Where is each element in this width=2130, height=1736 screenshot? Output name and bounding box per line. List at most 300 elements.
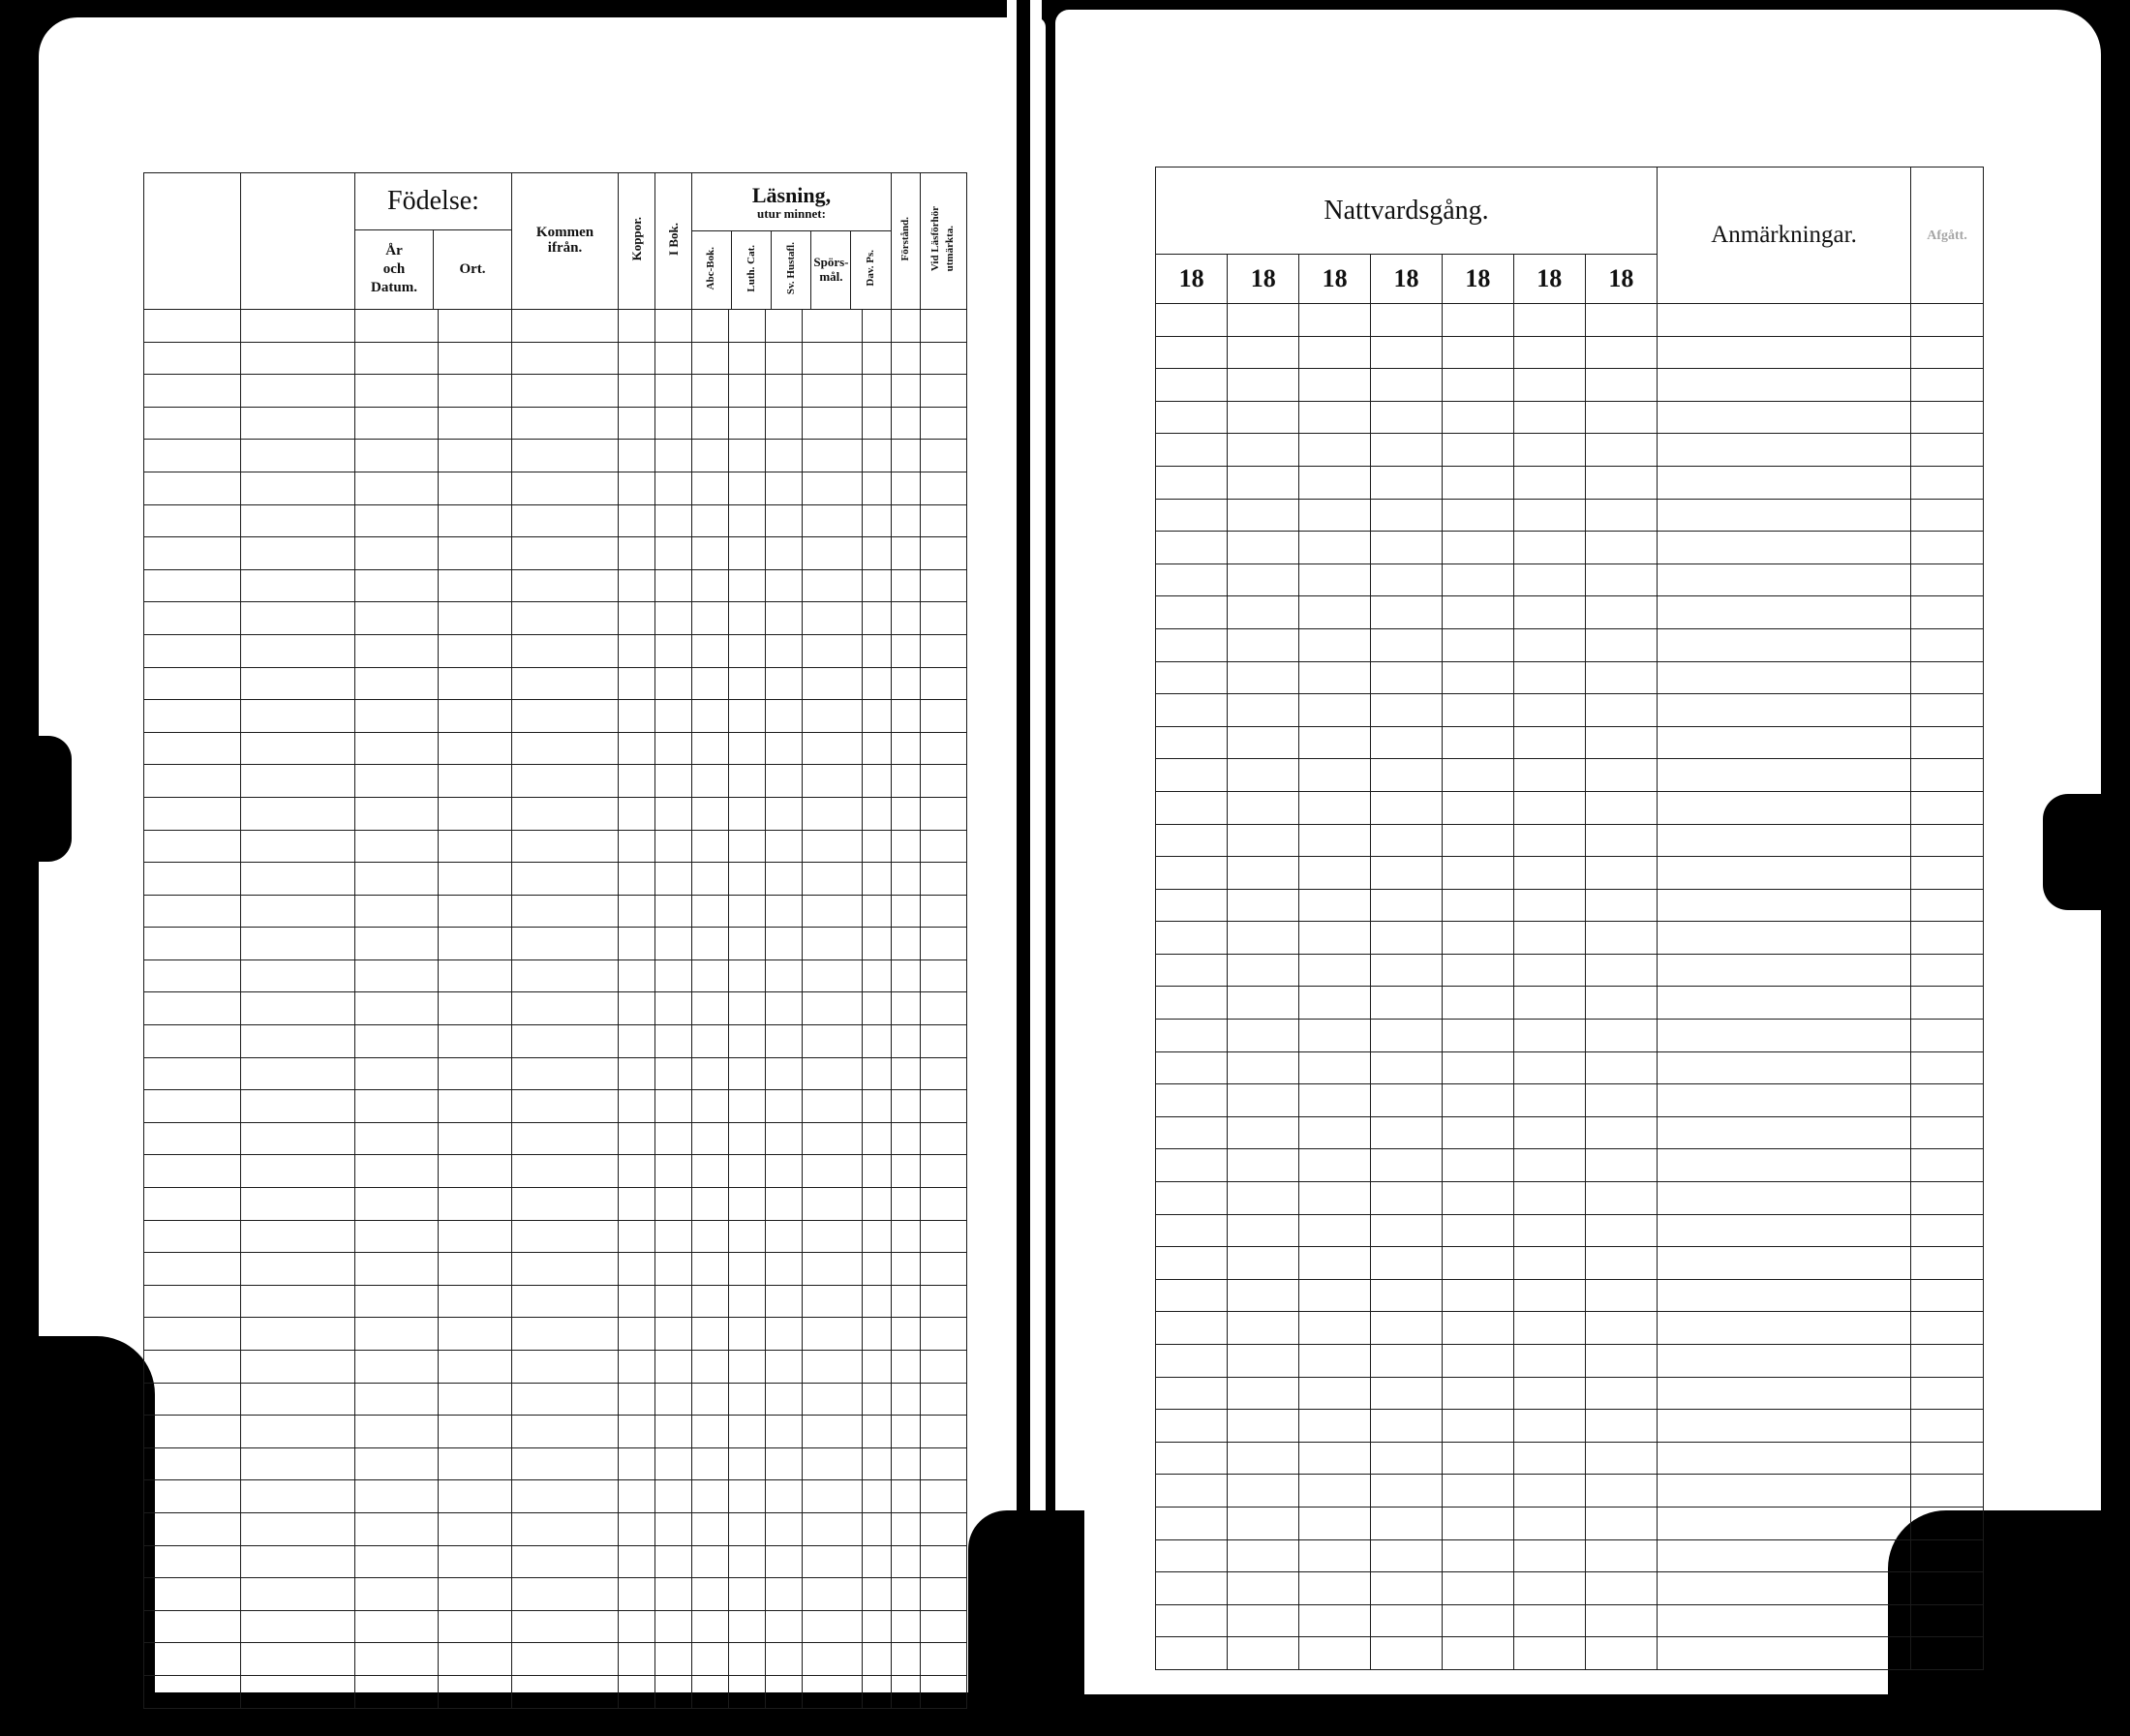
cell[interactable] xyxy=(1228,922,1299,955)
cell[interactable] xyxy=(1371,1312,1443,1345)
cell[interactable] xyxy=(355,537,439,570)
cell[interactable] xyxy=(512,992,619,1025)
cell[interactable] xyxy=(1299,1116,1371,1149)
cell[interactable] xyxy=(729,1383,766,1416)
cell[interactable] xyxy=(1658,824,1911,857)
cell[interactable] xyxy=(891,1447,920,1480)
cell[interactable] xyxy=(1658,596,1911,629)
cell[interactable] xyxy=(619,407,655,440)
cell[interactable] xyxy=(439,1578,512,1611)
cell[interactable] xyxy=(891,1253,920,1286)
cell[interactable] xyxy=(1911,661,1984,694)
cell[interactable] xyxy=(512,537,619,570)
cell[interactable] xyxy=(1586,563,1658,596)
cell[interactable] xyxy=(803,1675,863,1708)
cell[interactable] xyxy=(241,1416,355,1448)
cell[interactable] xyxy=(1156,1604,1228,1637)
cell[interactable] xyxy=(1228,466,1299,499)
cell[interactable] xyxy=(1156,1475,1228,1508)
cell[interactable] xyxy=(920,504,966,537)
cell[interactable] xyxy=(355,732,439,765)
cell[interactable] xyxy=(1514,857,1586,890)
cell[interactable] xyxy=(863,992,892,1025)
cell[interactable] xyxy=(1299,466,1371,499)
cell[interactable] xyxy=(512,895,619,928)
cell[interactable] xyxy=(144,1253,241,1286)
cell[interactable] xyxy=(619,1188,655,1221)
cell[interactable] xyxy=(1371,1604,1443,1637)
cell[interactable] xyxy=(1514,1182,1586,1215)
cell[interactable] xyxy=(863,602,892,635)
cell[interactable] xyxy=(1443,1214,1514,1247)
cell[interactable] xyxy=(1514,1020,1586,1052)
cell[interactable] xyxy=(439,1090,512,1123)
cell[interactable] xyxy=(891,1480,920,1513)
cell[interactable] xyxy=(766,1057,803,1090)
cell[interactable] xyxy=(1443,401,1514,434)
cell[interactable] xyxy=(729,1057,766,1090)
cell[interactable] xyxy=(891,1643,920,1676)
cell[interactable] xyxy=(729,1155,766,1188)
cell[interactable] xyxy=(1228,1475,1299,1508)
cell[interactable] xyxy=(439,863,512,896)
cell[interactable] xyxy=(1514,824,1586,857)
cell[interactable] xyxy=(1228,304,1299,337)
cell[interactable] xyxy=(655,797,692,830)
cell[interactable] xyxy=(619,1675,655,1708)
cell[interactable] xyxy=(619,1090,655,1123)
cell[interactable] xyxy=(766,1383,803,1416)
cell[interactable] xyxy=(863,634,892,667)
cell[interactable] xyxy=(144,472,241,504)
cell[interactable] xyxy=(241,1057,355,1090)
cell[interactable] xyxy=(692,928,729,960)
cell[interactable] xyxy=(692,895,729,928)
cell[interactable] xyxy=(512,1480,619,1513)
cell[interactable] xyxy=(729,700,766,733)
cell[interactable] xyxy=(655,732,692,765)
cell[interactable] xyxy=(1443,466,1514,499)
cell[interactable] xyxy=(241,1643,355,1676)
cell[interactable] xyxy=(920,1122,966,1155)
cell[interactable] xyxy=(655,1188,692,1221)
cell[interactable] xyxy=(241,569,355,602)
cell[interactable] xyxy=(729,1545,766,1578)
cell[interactable] xyxy=(920,1188,966,1221)
cell[interactable] xyxy=(655,830,692,863)
cell[interactable] xyxy=(1156,563,1228,596)
cell[interactable] xyxy=(1443,726,1514,759)
cell[interactable] xyxy=(1443,954,1514,987)
cell[interactable] xyxy=(619,1578,655,1611)
cell[interactable] xyxy=(241,1383,355,1416)
cell[interactable] xyxy=(1911,726,1984,759)
cell[interactable] xyxy=(1156,1279,1228,1312)
cell[interactable] xyxy=(1156,694,1228,727)
cell[interactable] xyxy=(1911,596,1984,629)
cell[interactable] xyxy=(1228,1051,1299,1084)
cell[interactable] xyxy=(512,830,619,863)
cell[interactable] xyxy=(1299,1247,1371,1280)
cell[interactable] xyxy=(766,667,803,700)
cell[interactable] xyxy=(355,1122,439,1155)
cell[interactable] xyxy=(729,797,766,830)
cell[interactable] xyxy=(439,732,512,765)
cell[interactable] xyxy=(1371,987,1443,1020)
cell[interactable] xyxy=(1514,499,1586,532)
cell[interactable] xyxy=(863,1545,892,1578)
cell[interactable] xyxy=(729,732,766,765)
cell[interactable] xyxy=(863,1643,892,1676)
cell[interactable] xyxy=(692,959,729,992)
cell[interactable] xyxy=(1514,889,1586,922)
cell[interactable] xyxy=(655,928,692,960)
cell[interactable] xyxy=(920,1090,966,1123)
cell[interactable] xyxy=(355,504,439,537)
cell[interactable] xyxy=(891,1025,920,1058)
cell[interactable] xyxy=(144,700,241,733)
cell[interactable] xyxy=(1658,1214,1911,1247)
cell[interactable] xyxy=(1443,1377,1514,1410)
cell[interactable] xyxy=(863,1512,892,1545)
cell[interactable] xyxy=(863,1188,892,1221)
cell[interactable] xyxy=(1911,1149,1984,1182)
cell[interactable] xyxy=(692,863,729,896)
cell[interactable] xyxy=(1299,1442,1371,1475)
cell[interactable] xyxy=(1514,628,1586,661)
cell[interactable] xyxy=(863,1025,892,1058)
cell[interactable] xyxy=(1228,1312,1299,1345)
cell[interactable] xyxy=(355,1610,439,1643)
cell[interactable] xyxy=(1911,304,1984,337)
cell[interactable] xyxy=(1443,434,1514,467)
cell[interactable] xyxy=(920,1610,966,1643)
cell[interactable] xyxy=(692,1578,729,1611)
cell[interactable] xyxy=(766,504,803,537)
cell[interactable] xyxy=(1299,1475,1371,1508)
cell[interactable] xyxy=(766,1416,803,1448)
cell[interactable] xyxy=(619,472,655,504)
cell[interactable] xyxy=(1228,499,1299,532)
cell[interactable] xyxy=(144,1025,241,1058)
cell[interactable] xyxy=(692,1057,729,1090)
cell[interactable] xyxy=(355,959,439,992)
cell[interactable] xyxy=(1156,369,1228,402)
cell[interactable] xyxy=(241,1675,355,1708)
cell[interactable] xyxy=(241,797,355,830)
cell[interactable] xyxy=(803,1545,863,1578)
cell[interactable] xyxy=(439,634,512,667)
cell[interactable] xyxy=(863,732,892,765)
cell[interactable] xyxy=(1911,1116,1984,1149)
cell[interactable] xyxy=(1514,1051,1586,1084)
cell[interactable] xyxy=(241,765,355,798)
cell[interactable] xyxy=(1586,1637,1658,1670)
cell[interactable] xyxy=(1371,1345,1443,1378)
cell[interactable] xyxy=(1514,563,1586,596)
cell[interactable] xyxy=(766,407,803,440)
cell[interactable] xyxy=(1228,1020,1299,1052)
cell[interactable] xyxy=(766,732,803,765)
cell[interactable] xyxy=(1156,1116,1228,1149)
cell[interactable] xyxy=(355,1220,439,1253)
cell[interactable] xyxy=(729,1188,766,1221)
cell[interactable] xyxy=(1514,1572,1586,1605)
cell[interactable] xyxy=(1156,1637,1228,1670)
cell[interactable] xyxy=(920,310,966,343)
cell[interactable] xyxy=(1299,889,1371,922)
cell[interactable] xyxy=(920,863,966,896)
cell[interactable] xyxy=(729,992,766,1025)
cell[interactable] xyxy=(655,1447,692,1480)
cell[interactable] xyxy=(144,830,241,863)
cell[interactable] xyxy=(863,1285,892,1318)
cell[interactable] xyxy=(1443,596,1514,629)
cell[interactable] xyxy=(144,1643,241,1676)
cell[interactable] xyxy=(1443,791,1514,824)
cell[interactable] xyxy=(766,537,803,570)
cell[interactable] xyxy=(1586,1345,1658,1378)
cell[interactable] xyxy=(619,1447,655,1480)
cell[interactable] xyxy=(1586,791,1658,824)
cell[interactable] xyxy=(1299,1182,1371,1215)
cell[interactable] xyxy=(803,440,863,472)
cell[interactable] xyxy=(920,375,966,408)
cell[interactable] xyxy=(1443,1507,1514,1539)
cell[interactable] xyxy=(803,1351,863,1384)
cell[interactable] xyxy=(1371,954,1443,987)
cell[interactable] xyxy=(692,797,729,830)
cell[interactable] xyxy=(1371,304,1443,337)
cell[interactable] xyxy=(920,1025,966,1058)
cell[interactable] xyxy=(1911,1084,1984,1117)
cell[interactable] xyxy=(1156,336,1228,369)
cell[interactable] xyxy=(891,310,920,343)
cell[interactable] xyxy=(803,634,863,667)
cell[interactable] xyxy=(619,1610,655,1643)
cell[interactable] xyxy=(355,472,439,504)
cell[interactable] xyxy=(1371,1475,1443,1508)
cell[interactable] xyxy=(1299,1214,1371,1247)
cell[interactable] xyxy=(1228,1539,1299,1572)
cell[interactable] xyxy=(803,1447,863,1480)
cell[interactable] xyxy=(920,1383,966,1416)
cell[interactable] xyxy=(1299,791,1371,824)
cell[interactable] xyxy=(619,440,655,472)
cell[interactable] xyxy=(1911,1572,1984,1605)
cell[interactable] xyxy=(512,1610,619,1643)
cell[interactable] xyxy=(619,1057,655,1090)
cell[interactable] xyxy=(803,1383,863,1416)
cell[interactable] xyxy=(1156,1442,1228,1475)
cell[interactable] xyxy=(1156,499,1228,532)
cell[interactable] xyxy=(1156,954,1228,987)
cell[interactable] xyxy=(1586,1149,1658,1182)
cell[interactable] xyxy=(512,440,619,472)
cell[interactable] xyxy=(692,472,729,504)
cell[interactable] xyxy=(241,863,355,896)
cell[interactable] xyxy=(655,667,692,700)
cell[interactable] xyxy=(619,1545,655,1578)
cell[interactable] xyxy=(692,1188,729,1221)
cell[interactable] xyxy=(920,700,966,733)
cell[interactable] xyxy=(1371,499,1443,532)
cell[interactable] xyxy=(920,765,966,798)
cell[interactable] xyxy=(512,602,619,635)
cell[interactable] xyxy=(1586,1247,1658,1280)
cell[interactable] xyxy=(1228,1214,1299,1247)
cell[interactable] xyxy=(439,1188,512,1221)
cell[interactable] xyxy=(692,667,729,700)
cell[interactable] xyxy=(355,1057,439,1090)
cell[interactable] xyxy=(439,1545,512,1578)
cell[interactable] xyxy=(619,602,655,635)
cell[interactable] xyxy=(512,342,619,375)
cell[interactable] xyxy=(144,928,241,960)
cell[interactable] xyxy=(1228,1182,1299,1215)
cell[interactable] xyxy=(891,863,920,896)
cell[interactable] xyxy=(1658,1149,1911,1182)
cell[interactable] xyxy=(655,1025,692,1058)
cell[interactable] xyxy=(1658,1182,1911,1215)
cell[interactable] xyxy=(655,440,692,472)
cell[interactable] xyxy=(1299,1020,1371,1052)
cell[interactable] xyxy=(803,765,863,798)
cell[interactable] xyxy=(144,504,241,537)
cell[interactable] xyxy=(1371,1572,1443,1605)
cell[interactable] xyxy=(803,1122,863,1155)
cell[interactable] xyxy=(1911,1020,1984,1052)
cell[interactable] xyxy=(655,1351,692,1384)
cell[interactable] xyxy=(355,863,439,896)
cell[interactable] xyxy=(920,1447,966,1480)
cell[interactable] xyxy=(729,895,766,928)
cell[interactable] xyxy=(1658,1312,1911,1345)
cell[interactable] xyxy=(891,569,920,602)
cell[interactable] xyxy=(512,1512,619,1545)
cell[interactable] xyxy=(766,472,803,504)
cell[interactable] xyxy=(1586,889,1658,922)
cell[interactable] xyxy=(144,1416,241,1448)
cell[interactable] xyxy=(1514,1247,1586,1280)
cell[interactable] xyxy=(1658,922,1911,955)
cell[interactable] xyxy=(692,1318,729,1351)
cell[interactable] xyxy=(241,375,355,408)
cell[interactable] xyxy=(863,1253,892,1286)
cell[interactable] xyxy=(144,732,241,765)
cell[interactable] xyxy=(803,830,863,863)
cell[interactable] xyxy=(1299,824,1371,857)
cell[interactable] xyxy=(439,1480,512,1513)
cell[interactable] xyxy=(1228,532,1299,564)
cell[interactable] xyxy=(1586,1182,1658,1215)
cell[interactable] xyxy=(512,1416,619,1448)
cell[interactable] xyxy=(920,992,966,1025)
cell[interactable] xyxy=(1371,369,1443,402)
cell[interactable] xyxy=(1371,1279,1443,1312)
cell[interactable] xyxy=(1911,824,1984,857)
cell[interactable] xyxy=(1586,759,1658,792)
cell[interactable] xyxy=(144,1447,241,1480)
cell[interactable] xyxy=(920,1480,966,1513)
cell[interactable] xyxy=(1586,532,1658,564)
cell[interactable] xyxy=(1443,1572,1514,1605)
cell[interactable] xyxy=(1299,759,1371,792)
cell[interactable] xyxy=(692,765,729,798)
cell[interactable] xyxy=(1443,1475,1514,1508)
cell[interactable] xyxy=(512,700,619,733)
cell[interactable] xyxy=(1299,1637,1371,1670)
cell[interactable] xyxy=(1443,857,1514,890)
cell[interactable] xyxy=(1514,401,1586,434)
cell[interactable] xyxy=(1586,661,1658,694)
cell[interactable] xyxy=(512,667,619,700)
cell[interactable] xyxy=(1228,661,1299,694)
cell[interactable] xyxy=(729,928,766,960)
cell[interactable] xyxy=(692,1253,729,1286)
cell[interactable] xyxy=(144,1675,241,1708)
cell[interactable] xyxy=(1514,1149,1586,1182)
cell[interactable] xyxy=(803,732,863,765)
cell[interactable] xyxy=(1443,1149,1514,1182)
cell[interactable] xyxy=(619,1512,655,1545)
cell[interactable] xyxy=(1911,987,1984,1020)
cell[interactable] xyxy=(355,895,439,928)
cell[interactable] xyxy=(891,928,920,960)
cell[interactable] xyxy=(1586,466,1658,499)
cell[interactable] xyxy=(891,1155,920,1188)
cell[interactable] xyxy=(1586,922,1658,955)
cell[interactable] xyxy=(1514,694,1586,727)
cell[interactable] xyxy=(863,797,892,830)
cell[interactable] xyxy=(920,797,966,830)
cell[interactable] xyxy=(241,895,355,928)
cell[interactable] xyxy=(655,1090,692,1123)
cell[interactable] xyxy=(1586,499,1658,532)
cell[interactable] xyxy=(729,1610,766,1643)
cell[interactable] xyxy=(692,1675,729,1708)
cell[interactable] xyxy=(863,342,892,375)
cell[interactable] xyxy=(144,1057,241,1090)
cell[interactable] xyxy=(655,1220,692,1253)
cell[interactable] xyxy=(803,1643,863,1676)
cell[interactable] xyxy=(766,375,803,408)
cell[interactable] xyxy=(1514,1604,1586,1637)
cell[interactable] xyxy=(729,1122,766,1155)
cell[interactable] xyxy=(692,1122,729,1155)
cell[interactable] xyxy=(1658,336,1911,369)
cell[interactable] xyxy=(1514,1312,1586,1345)
cell[interactable] xyxy=(1228,759,1299,792)
cell[interactable] xyxy=(1156,596,1228,629)
cell[interactable] xyxy=(144,569,241,602)
cell[interactable] xyxy=(729,1416,766,1448)
cell[interactable] xyxy=(655,1643,692,1676)
cell[interactable] xyxy=(1514,1345,1586,1378)
cell[interactable] xyxy=(1371,1084,1443,1117)
cell[interactable] xyxy=(1658,1051,1911,1084)
cell[interactable] xyxy=(355,1025,439,1058)
cell[interactable] xyxy=(241,1545,355,1578)
cell[interactable] xyxy=(920,959,966,992)
cell[interactable] xyxy=(512,1351,619,1384)
cell[interactable] xyxy=(355,830,439,863)
cell[interactable] xyxy=(619,667,655,700)
cell[interactable] xyxy=(891,700,920,733)
cell[interactable] xyxy=(144,310,241,343)
cell[interactable] xyxy=(619,1220,655,1253)
cell[interactable] xyxy=(1514,304,1586,337)
